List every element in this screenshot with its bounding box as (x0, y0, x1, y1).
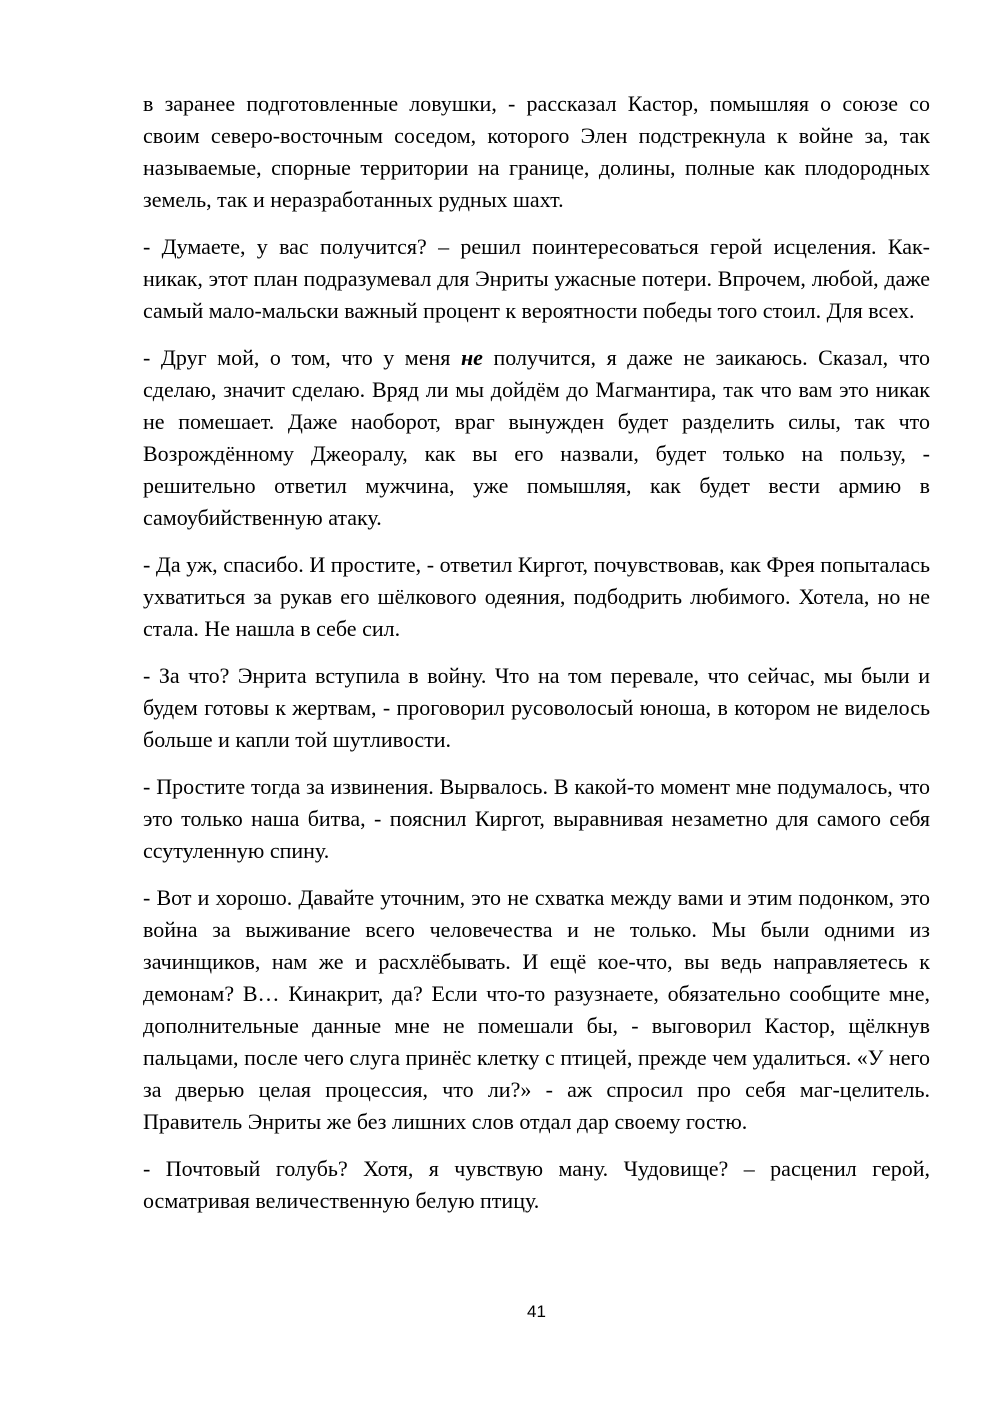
paragraph-3-post: получится, я даже не заикаюсь. Сказал, что сделаю, значит сделаю. Вряд ли мы дойдём до Магмантира, так что вам это никак не помешает. Даже наоборот, враг вынужден будет разделить силы, так что Возрождённому Джеоралу, как вы его назвали, будет только на пользу, - решительно ответил мужчина, уже помышляя, как будет вести армию в самоубийственную атаку. (143, 345, 930, 530)
paragraph-4: - Да уж, спасибо. И простите, - ответил Киргот, почувствовав, как Фрея попыталась ухватиться за рукав его шёлкового одеяния, подбодрить любимого. Хотела, но не стала. Не нашла в себе сил. (143, 552, 930, 641)
paragraph-7: - Вот и хорошо. Давайте уточним, это не схватка между вами и этим подонком, это война за выживание всего человечества и не только. Мы были одними из зачинщиков, нам же и расхлёбывать. И ещё кое-что, вы ведь направляетесь к демонам? В… Кинакрит, да? Если что-то разузнаете, обязательно сообщите мне, дополнительные данные мне не помешали бы, - выговорил Кастор, щёлкнув пальцами, после чего слуга принёс клетку с птицей, прежде чем удалиться. «У него за дверью целая процессия, что ли?» - аж спросил про себя маг-целитель. Правитель Энриты же без лишних слов отдал дар своему гостю. (143, 885, 930, 1134)
paragraph-3-pre: - Друг мой, о том, что у меня (143, 345, 461, 370)
paragraph-3-emphasis: не (460, 345, 483, 370)
paragraph-8: - Почтовый голубь? Хотя, я чувствую ману. Чудовище? – расценил герой, осматривая величественную белую птицу. (143, 1156, 930, 1213)
paragraph-5: - За что? Энрита вступила в войну. Что на том перевале, что сейчас, мы были и будем готовы к жертвам, - проговорил русоволосый юноша, в котором не виделось больше и капли той шутливости. (143, 663, 930, 752)
paragraph-6: - Простите тогда за извинения. Вырвалось. В какой-то момент мне подумалось, что это только наша битва, - пояснил Киргот, выравнивая незаметно для самого себя ссутуленную спину. (143, 774, 930, 863)
paragraph-3 (143, 342, 930, 534)
paragraph-2: - Думаете, у вас получится? – решил поинтересоваться герой исцеления. Как-никак, этот план подразумевал для Энриты ужасные потери. Впрочем, любой, даже самый мало-мальски важный процент к вероятности победы того стоил. Для всех. (143, 234, 930, 323)
text-content (143, 88, 930, 1232)
paragraph-1: в заранее подготовленные ловушки, - рассказал Кастор, помышляя о союзе со своим северо-восточным соседом, которого Элен подстрекнула к войне за, так называемые, спорные территории на границе, долины, полные как плодородных земель, так и неразработанных рудных шахт. (143, 91, 930, 212)
page-number: 41 (527, 1302, 546, 1321)
